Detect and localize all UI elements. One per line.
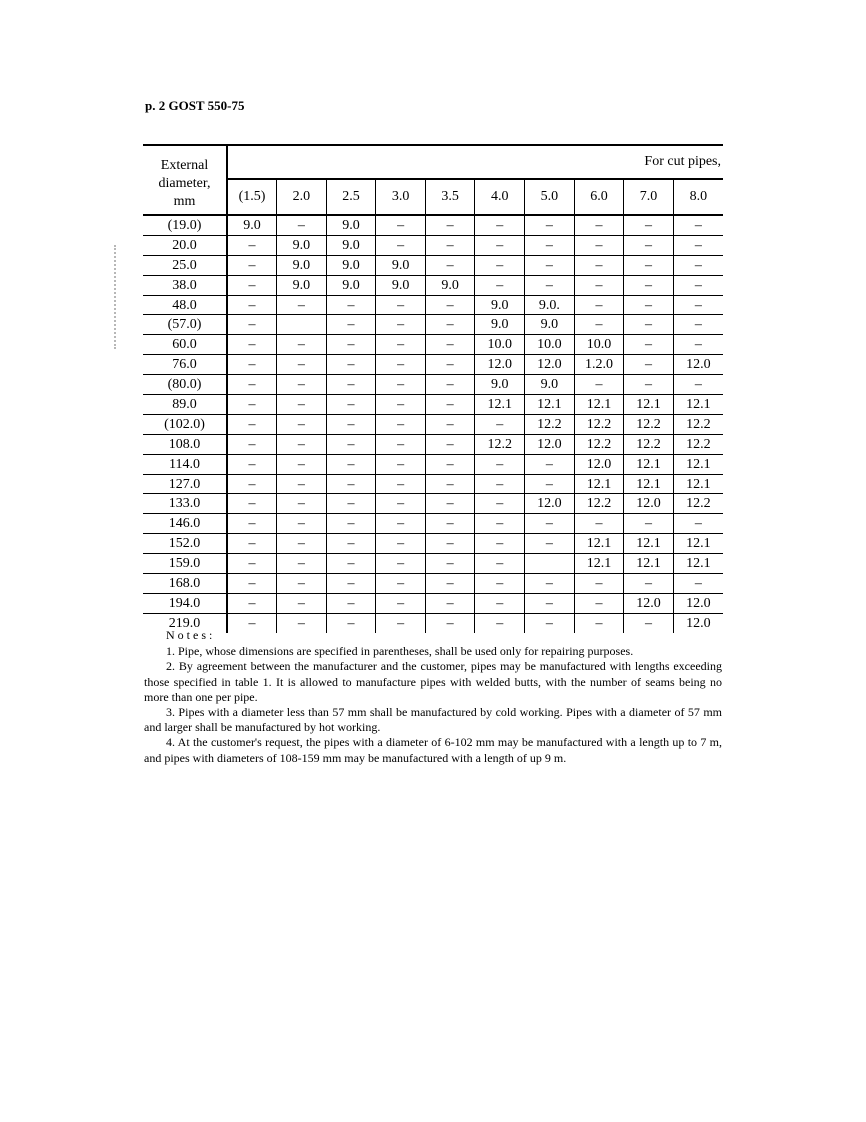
length-cell: – (525, 255, 575, 275)
length-cell: – (425, 534, 475, 554)
length-cell: – (277, 613, 327, 632)
length-cell: – (525, 454, 575, 474)
wall-thickness-header: 5.0 (525, 179, 575, 215)
length-cell: – (475, 593, 525, 613)
length-cell: – (475, 494, 525, 514)
length-cell: – (376, 295, 426, 315)
length-cell: – (475, 554, 525, 574)
length-cell: – (376, 454, 426, 474)
length-cell: 12.0 (525, 434, 575, 454)
length-cell: 9.0 (227, 215, 277, 235)
notes-section (144, 628, 722, 766)
length-cell: – (624, 613, 674, 632)
length-cell: – (376, 534, 426, 554)
wall-thickness-header: 4.0 (475, 179, 525, 215)
page-header: p. 2 GOST 550-75 (145, 98, 245, 113)
length-cell: – (376, 434, 426, 454)
length-cell (277, 315, 327, 335)
length-cell: – (326, 375, 376, 395)
table-row (143, 295, 723, 315)
length-cell: – (227, 454, 277, 474)
length-cell: 12.1 (624, 554, 674, 574)
length-cell: – (227, 255, 277, 275)
length-cell: – (425, 474, 475, 494)
length-cell: – (574, 574, 624, 594)
diameter-cell: 89.0 (143, 395, 227, 415)
table-row (143, 454, 723, 474)
length-cell: 9.0 (277, 275, 327, 295)
pipe-length-table (143, 144, 723, 633)
length-cell: – (525, 275, 575, 295)
length-cell: 12.0 (475, 355, 525, 375)
length-cell: 9.0 (425, 275, 475, 295)
diameter-header-line: mm (173, 194, 196, 209)
length-cell: 12.1 (574, 395, 624, 415)
diameter-cell: 194.0 (143, 593, 227, 613)
table-row (143, 574, 723, 594)
length-cell: – (277, 295, 327, 315)
length-cell: – (425, 454, 475, 474)
wall-thickness-header: 3.0 (376, 179, 426, 215)
length-cell: 9.0 (277, 235, 327, 255)
length-cell: – (574, 514, 624, 534)
table-row (143, 335, 723, 355)
diameter-cell: 20.0 (143, 235, 227, 255)
length-cell: – (326, 574, 376, 594)
length-cell: – (673, 295, 723, 315)
length-cell: – (376, 375, 426, 395)
length-cell: – (376, 414, 426, 434)
table-row (143, 215, 723, 235)
length-cell: – (277, 215, 327, 235)
table-row (143, 355, 723, 375)
length-cell: 12.1 (475, 395, 525, 415)
length-cell: – (574, 215, 624, 235)
length-cell: – (277, 534, 327, 554)
length-cell: 12.1 (574, 534, 624, 554)
length-cell: – (525, 574, 575, 594)
length-cell: 9.0 (376, 255, 426, 275)
length-cell: – (475, 235, 525, 255)
length-cell: – (277, 335, 327, 355)
length-cell: – (574, 235, 624, 255)
length-cell: – (227, 414, 277, 434)
length-cell: – (227, 514, 277, 534)
length-cell: – (425, 414, 475, 434)
length-cell: – (376, 474, 426, 494)
length-cell: – (574, 593, 624, 613)
length-cell: 12.2 (525, 414, 575, 434)
length-cell: 10.0 (574, 335, 624, 355)
diameter-header (143, 145, 227, 215)
diameter-cell: 219.0 (143, 613, 227, 632)
length-cell: – (227, 474, 277, 494)
length-cell: 9.0 (475, 295, 525, 315)
diameter-cell: 38.0 (143, 275, 227, 295)
length-cell: 12.1 (624, 454, 674, 474)
length-cell: – (227, 355, 277, 375)
length-cell: – (376, 593, 426, 613)
notes-title: Notes: (166, 628, 216, 642)
length-cell: – (326, 454, 376, 474)
wall-thickness-header: 7.0 (624, 179, 674, 215)
length-cell: – (475, 275, 525, 295)
length-cell: – (376, 355, 426, 375)
length-cell: 9.0 (326, 235, 376, 255)
table-row (143, 235, 723, 255)
length-cell: – (673, 315, 723, 335)
length-cell: 12.1 (673, 554, 723, 574)
length-cell: – (425, 395, 475, 415)
length-cell: – (673, 275, 723, 295)
length-cell: 12.2 (475, 434, 525, 454)
length-cell: – (425, 235, 475, 255)
length-cell: – (475, 514, 525, 534)
wall-thickness-header: 6.0 (574, 179, 624, 215)
length-cell: – (475, 215, 525, 235)
length-cell: – (525, 613, 575, 632)
diameter-cell: 108.0 (143, 434, 227, 454)
length-cell: – (277, 434, 327, 454)
length-cell: – (326, 434, 376, 454)
length-cell: – (525, 235, 575, 255)
length-cell: – (425, 434, 475, 454)
length-cell: – (376, 613, 426, 632)
length-cell: 12.1 (525, 395, 575, 415)
length-cell: – (425, 574, 475, 594)
diameter-cell: 168.0 (143, 574, 227, 594)
table-row (143, 414, 723, 434)
length-cell: – (624, 275, 674, 295)
table-row (143, 474, 723, 494)
length-cell: – (227, 315, 277, 335)
note-item: 3. Pipes with a diameter less than 57 mm shall be manufactured by cold working. Pipes with a diameter of 57 mm and larger shall be manufactured by hot working. (144, 705, 722, 735)
length-cell: – (475, 474, 525, 494)
length-cell: – (326, 514, 376, 534)
table-row (143, 534, 723, 554)
table-row (143, 375, 723, 395)
length-cell: – (425, 215, 475, 235)
length-cell: 12.0 (574, 454, 624, 474)
table-row (143, 514, 723, 534)
length-cell: – (326, 494, 376, 514)
length-cell: 12.1 (673, 534, 723, 554)
length-cell: – (376, 395, 426, 415)
length-cell: – (227, 613, 277, 632)
length-cell: – (277, 454, 327, 474)
diameter-cell: 25.0 (143, 255, 227, 275)
length-cell: – (227, 434, 277, 454)
length-cell: 12.2 (673, 494, 723, 514)
length-cell: – (624, 315, 674, 335)
length-cell: 12.1 (624, 395, 674, 415)
wall-thickness-header-row (143, 179, 723, 215)
table-row (143, 275, 723, 295)
length-cell: – (574, 295, 624, 315)
margin-mark (114, 245, 122, 349)
length-cell: 12.0 (525, 494, 575, 514)
length-cell: – (673, 255, 723, 275)
length-cell: – (326, 474, 376, 494)
length-cell: 10.0 (525, 335, 575, 355)
length-cell: – (227, 494, 277, 514)
wall-thickness-header: 2.5 (326, 179, 376, 215)
length-cell: 1.2.0 (574, 355, 624, 375)
length-cell: – (673, 215, 723, 235)
length-cell: – (277, 554, 327, 574)
length-cell: – (673, 514, 723, 534)
diameter-cell: 114.0 (143, 454, 227, 474)
length-cell: – (326, 395, 376, 415)
length-cell: 12.0 (624, 494, 674, 514)
length-cell: 12.2 (624, 414, 674, 434)
length-cell: – (376, 315, 426, 335)
length-cell: – (673, 375, 723, 395)
length-cell: – (425, 554, 475, 574)
diameter-cell: 76.0 (143, 355, 227, 375)
diameter-cell: 146.0 (143, 514, 227, 534)
length-cell: – (227, 534, 277, 554)
length-cell: – (624, 295, 674, 315)
length-cell: 12.0 (673, 613, 723, 632)
note-item: 4. At the customer's request, the pipes with a diameter of 6-102 mm may be manufactured with a length up to 7 m, and pipes with diameters of 108-159 mm may be manufactured with a length of up 9 m. (144, 735, 722, 765)
length-cell: 12.0 (673, 593, 723, 613)
length-cell: 9.0 (525, 375, 575, 395)
diameter-cell: (102.0) (143, 414, 227, 434)
length-cell: – (376, 574, 426, 594)
diameter-cell: 152.0 (143, 534, 227, 554)
length-cell: – (227, 275, 277, 295)
length-cell: 12.1 (673, 474, 723, 494)
length-cell: – (475, 255, 525, 275)
length-cell: – (425, 494, 475, 514)
length-cell: – (277, 574, 327, 594)
length-cell: – (425, 295, 475, 315)
length-cell: – (326, 593, 376, 613)
length-cell: – (277, 375, 327, 395)
length-cell: – (475, 454, 525, 474)
length-cell: 9.0. (525, 295, 575, 315)
length-cell: – (525, 534, 575, 554)
length-cell: – (574, 613, 624, 632)
length-cell: – (326, 335, 376, 355)
length-cell: – (574, 275, 624, 295)
length-cell: – (525, 593, 575, 613)
length-cell: – (624, 335, 674, 355)
length-cell: – (376, 554, 426, 574)
length-cell: 12.2 (574, 414, 624, 434)
length-cell: 12.0 (525, 355, 575, 375)
length-cell: 9.0 (475, 375, 525, 395)
length-cell: – (475, 574, 525, 594)
length-cell: – (277, 474, 327, 494)
length-cell: – (227, 554, 277, 574)
length-cell: – (326, 534, 376, 554)
table-row (143, 494, 723, 514)
length-cell: 9.0 (326, 215, 376, 235)
note-item: 1. Pipe, whose dimensions are specified in parentheses, shall be used only for repairing purposes. (166, 644, 634, 659)
length-cell: 12.2 (624, 434, 674, 454)
length-cell: – (425, 375, 475, 395)
diameter-cell: 60.0 (143, 335, 227, 355)
diameter-cell: 159.0 (143, 554, 227, 574)
length-cell: – (227, 235, 277, 255)
length-cell: – (326, 554, 376, 574)
length-cell: – (624, 235, 674, 255)
length-cell: – (624, 375, 674, 395)
length-cell: – (376, 235, 426, 255)
length-cell: – (624, 574, 674, 594)
length-cell: – (475, 613, 525, 632)
length-cell: – (277, 414, 327, 434)
length-cell: 9.0 (525, 315, 575, 335)
length-cell: – (673, 235, 723, 255)
length-cell: – (376, 335, 426, 355)
length-cell: 9.0 (376, 275, 426, 295)
length-cell: – (425, 613, 475, 632)
table-row (143, 593, 723, 613)
length-cell: – (326, 414, 376, 434)
length-cell: 12.1 (574, 474, 624, 494)
length-cell: – (227, 335, 277, 355)
length-cell: – (425, 593, 475, 613)
length-cell: – (376, 215, 426, 235)
length-cell: 12.2 (574, 494, 624, 514)
length-cell: – (326, 315, 376, 335)
length-cell: – (227, 574, 277, 594)
length-cell: – (227, 395, 277, 415)
length-cell: – (525, 514, 575, 534)
table-row (143, 255, 723, 275)
length-cell: – (326, 355, 376, 375)
length-cell: – (277, 355, 327, 375)
diameter-cell: 127.0 (143, 474, 227, 494)
length-cell: – (425, 315, 475, 335)
table-row (143, 554, 723, 574)
diameter-cell: (80.0) (143, 375, 227, 395)
length-cell: – (227, 375, 277, 395)
wall-thickness-header: (1.5) (227, 179, 277, 215)
length-cell: 9.0 (326, 275, 376, 295)
length-cell: 12.0 (624, 593, 674, 613)
length-cell: – (574, 375, 624, 395)
length-cell: – (624, 215, 674, 235)
length-cell: – (227, 593, 277, 613)
diameter-cell: 48.0 (143, 295, 227, 315)
wall-thickness-header: 2.0 (277, 179, 327, 215)
table-row (143, 315, 723, 335)
length-cell: 10.0 (475, 335, 525, 355)
length-cell: – (425, 255, 475, 275)
note-item: 2. By agreement between the manufacturer and the customer, pipes may be manufactured with lengths exceeding those specified in table 1. It is allowed to manufacture pipes with welded butts, with the number of seams being no more than one per pipe. (144, 659, 722, 704)
length-cell: – (326, 295, 376, 315)
length-cell: 12.1 (574, 554, 624, 574)
length-cell: 12.1 (673, 395, 723, 415)
diameter-cell: (57.0) (143, 315, 227, 335)
diameter-cell: (19.0) (143, 215, 227, 235)
length-cell: – (227, 295, 277, 315)
length-cell: – (624, 255, 674, 275)
diameter-cell: 133.0 (143, 494, 227, 514)
length-cell: – (673, 335, 723, 355)
length-cell: – (574, 255, 624, 275)
length-cell: 9.0 (475, 315, 525, 335)
diameter-header-line: External (160, 158, 209, 173)
length-cell: – (624, 355, 674, 375)
length-cell: – (475, 534, 525, 554)
table-row (143, 395, 723, 415)
length-cell: – (425, 355, 475, 375)
diameter-header-line: diameter, (158, 176, 211, 191)
length-cell: – (277, 494, 327, 514)
length-cell: – (525, 474, 575, 494)
length-cell: – (425, 514, 475, 534)
wall-thickness-header: 8.0 (673, 179, 723, 215)
length-cell: 12.1 (624, 474, 674, 494)
length-cell: – (574, 315, 624, 335)
length-cell: 9.0 (326, 255, 376, 275)
length-cell: – (475, 414, 525, 434)
length-cell: – (376, 494, 426, 514)
length-cell: – (277, 395, 327, 415)
table-row (143, 434, 723, 454)
length-cell: – (326, 613, 376, 632)
length-cell (525, 554, 575, 574)
length-cell: – (673, 574, 723, 594)
table-body (143, 215, 723, 633)
length-cell: – (525, 215, 575, 235)
length-cell: – (425, 335, 475, 355)
length-cell: – (277, 514, 327, 534)
length-cell: 12.1 (624, 534, 674, 554)
length-cell: 9.0 (277, 255, 327, 275)
length-cell: – (624, 514, 674, 534)
length-cell: – (277, 593, 327, 613)
wall-thickness-header: 3.5 (425, 179, 475, 215)
length-cell: 12.2 (673, 414, 723, 434)
length-cell: 12.2 (574, 434, 624, 454)
length-cell: 12.1 (673, 454, 723, 474)
length-cell: 12.2 (673, 434, 723, 454)
length-cell: 12.0 (673, 355, 723, 375)
cut-pipes-header: For cut pipes, (227, 145, 723, 179)
length-cell: – (376, 514, 426, 534)
